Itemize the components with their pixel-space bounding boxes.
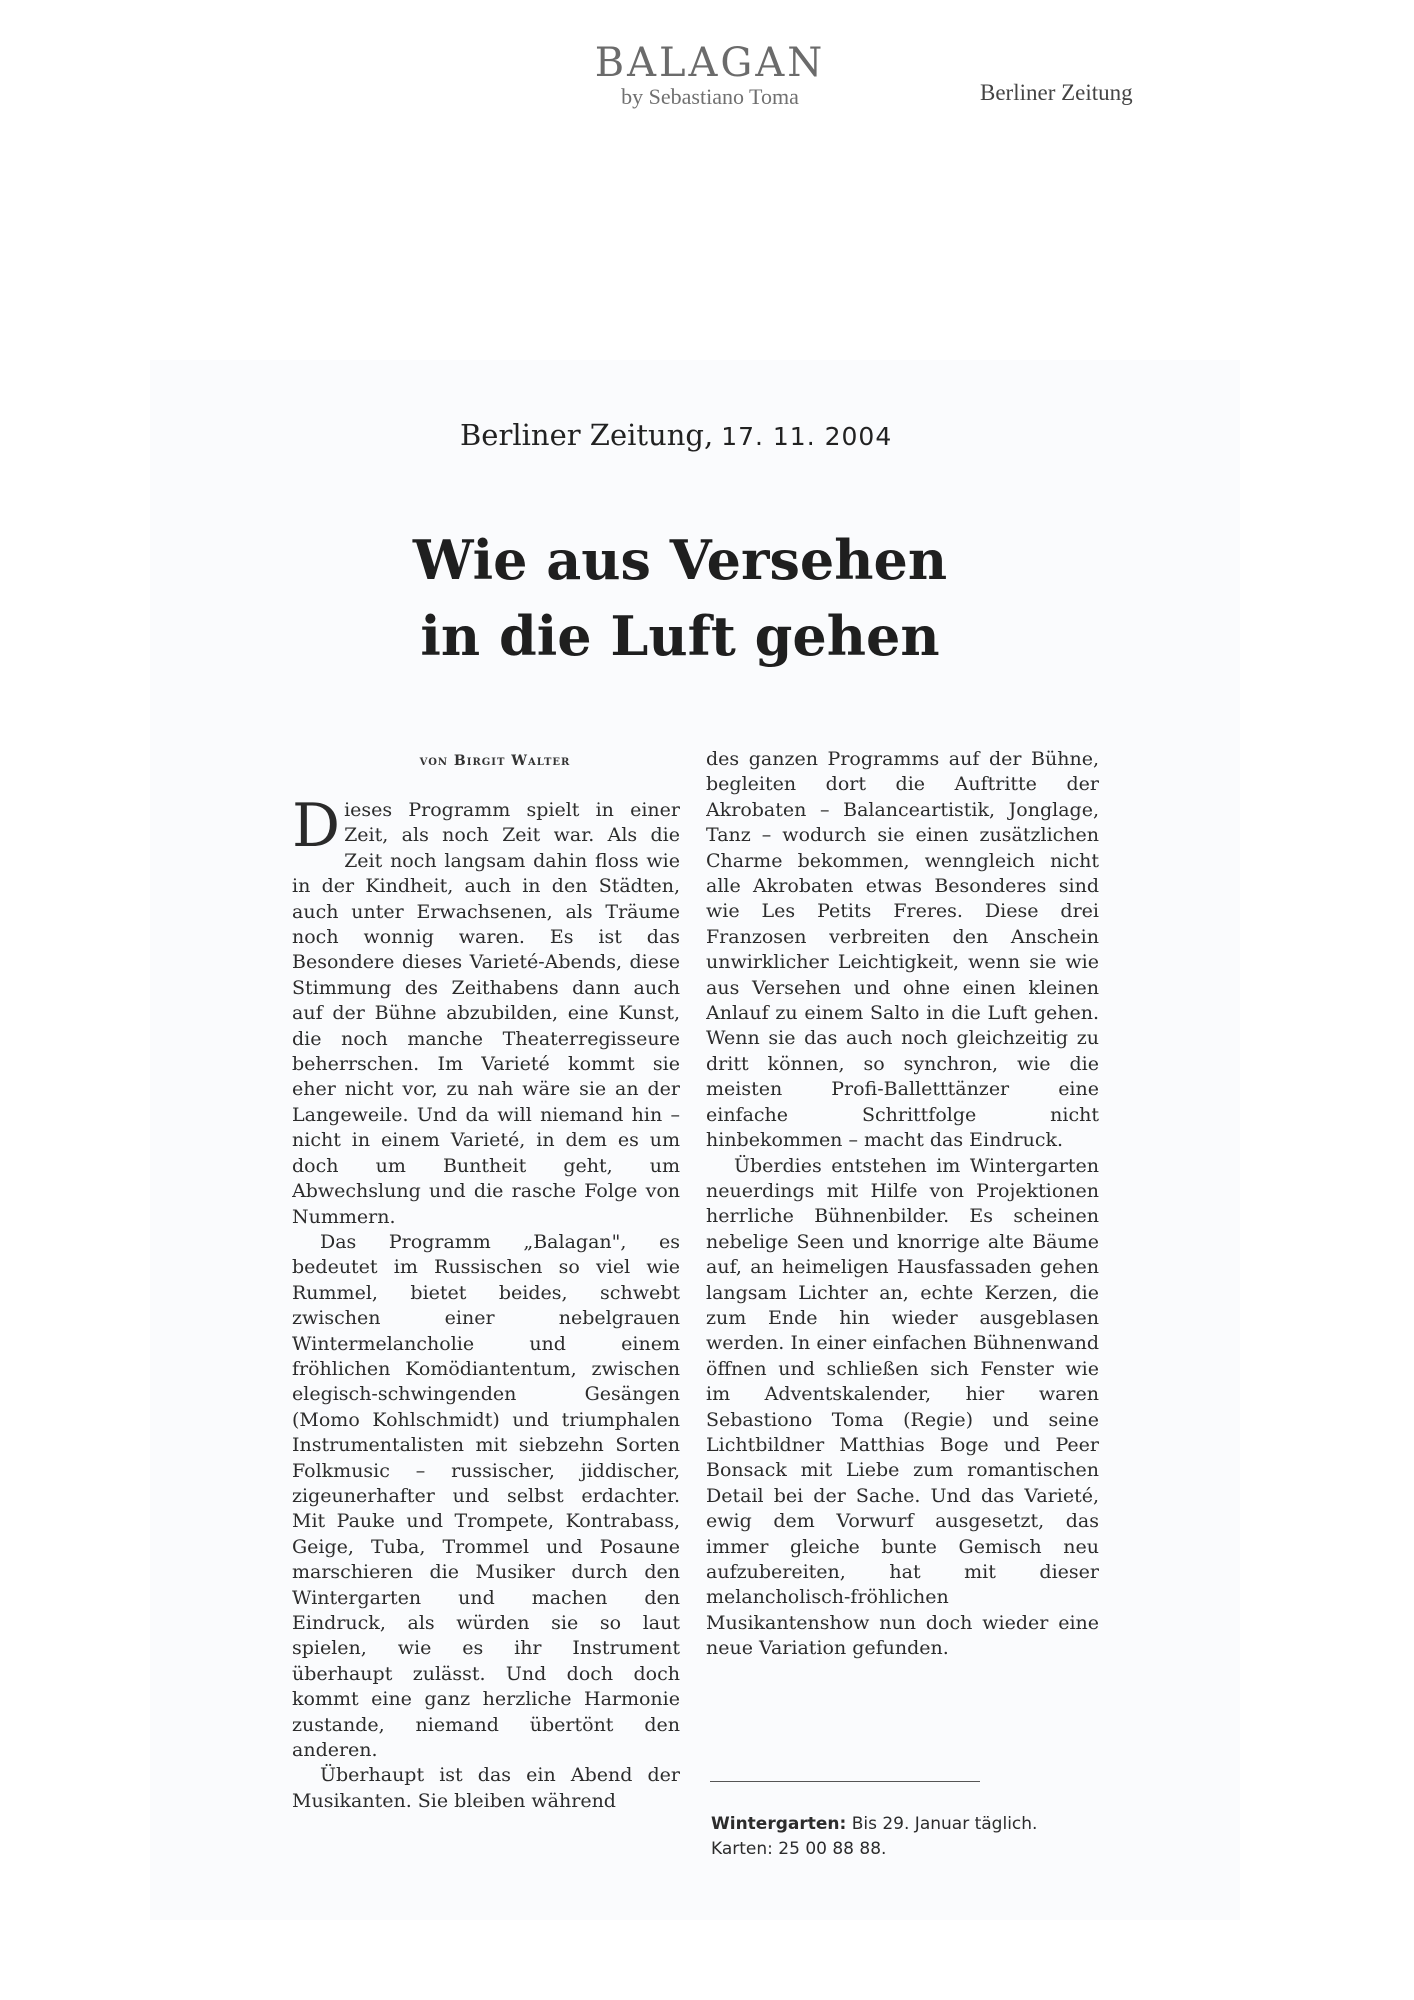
article-column-right	[706, 747, 1099, 1755]
headline-line-1: Wie aus Versehen	[412, 528, 948, 592]
divider-rule	[710, 1781, 980, 1782]
brand-subtitle: by Sebastiano Toma	[621, 84, 799, 109]
clipping-source-line	[460, 418, 892, 452]
event-info-label: Wintergarten:	[711, 1814, 847, 1834]
event-info	[711, 1812, 1101, 1862]
paragraph-text: ieses Programm spielt in einer Zeit, als noch Zeit war. Als die Zeit noch langsam dahin floss wie in der Kindheit, auch in den Städten, auch unter Erwachsenen, als Träume noch wonnig waren. Es ist das Besondere dieses Varieté-Abends, diese Stimmung des Zeithabens dann auch auf der Bühne abzubilden, eine Kunst, die noch manche Theaterregisseure beherrschen. Im Varieté kommt sie eher nicht vor, zu nah wäre sie an der Langeweile. Und da will niemand hin – nicht in einem Varieté, in dem es um doch um Buntheit geht, um Abwechslung und die rasche Folge von Nummern.	[292, 799, 680, 1228]
article-paragraph: Überdies entstehen im Wintergarten neuerdings mit Hilfe von Projektionen herrliche Bühnenbilder. Es scheinen nebelige Seen und knorrige alte Bäume auf, an heimeligen Hausfassaden gehen langsam Lichter an, echte Kerzen, die zum Ende hin wieder ausgeblasen werden. In einer einfachen Bühnenwand öffnen und schließen sich Fenster wie im Adventskalender, hier waren Sebastiono Toma (Regie) und seine Lichtbildner Matthias Boge und Peer Bonsack mit Liebe zum romantischen Detail bei der Sache. Und das Varieté, ewig dem Vorwurf ausgesetzt, das immer gleiche bunte Gemisch neu aufzubereiten, hat mit dieser melancholisch-fröhlichen Musikantenshow nun doch wieder eine neue Variation gefunden.	[706, 1154, 1099, 1660]
article-headline	[380, 522, 980, 674]
header-source: Berliner Zeitung	[980, 80, 1133, 105]
brand-logo	[560, 40, 860, 108]
article-paragraph: Das Programm „Balagan", es bedeutet im Russischen so viel wie Rummel, bietet beides, schwebt zwischen einer nebelgrauen Wintermelancholie und einem fröhlichen Komödiantentum, zwischen elegisch-schwingenden Gesängen (Momo Kohlschmidt) und triumphalen Instrumentalisten mit siebzehn Sorten Folkmusic – russischer, jiddischer, zigeunerhafter und selbst erdachter. Mit Pauke und Trompete, Kontrabass, Geige, Tuba, Trommel und Posaune marschieren die Musiker durch den Wintergarten und machen den Eindruck, als würden sie so laut spielen, wie es ihr Instrument überhaupt zulässt. Und doch doch kommt eine ganz herzliche Harmonie zustande, niemand übertönt den anderen.	[292, 1230, 680, 1762]
article-paragraph: des ganzen Programms auf der Bühne, begleiten dort die Auftritte der Akrobaten – Balanceartistik, Jonglage, Tanz – wodurch sie einen zusätzlichen Charme bekommen, wenngleich nicht alle Akrobaten etwas Besonderes sind wie Les Petits Freres. Diese drei Franzosen verbreiten den Anschein unwirklicher Leichtigkeit, wenn sie wie aus Versehen und ohne einen kleinen Anlauf zu einem Salto in die Luft gehen. Wenn sie das auch noch gleichzeitig zu dritt können, so synchron, wie die meisten Profi-Balletttänzer eine einfache Schrittfolge nicht hinbekommen – macht das Eindruck.	[706, 748, 1099, 1152]
article-paragraph	[292, 798, 680, 1230]
drop-cap: D	[292, 798, 341, 861]
article-paragraph: Überhaupt ist das ein Abend der Musikanten. Sie bleiben während	[292, 1764, 680, 1812]
clipping-source-name: Berliner Zeitung,	[460, 418, 714, 452]
event-info-text: Bis 29. Januar täglich. Karten: 25 00 88 88.	[711, 1814, 1038, 1859]
article-byline: von Birgit Walter	[419, 753, 571, 769]
article-column-left	[292, 798, 680, 1870]
clipping-date: 17. 11. 2004	[721, 422, 893, 451]
brand-title: BALAGAN	[594, 40, 826, 86]
headline-line-2: in die Luft gehen	[420, 604, 940, 668]
